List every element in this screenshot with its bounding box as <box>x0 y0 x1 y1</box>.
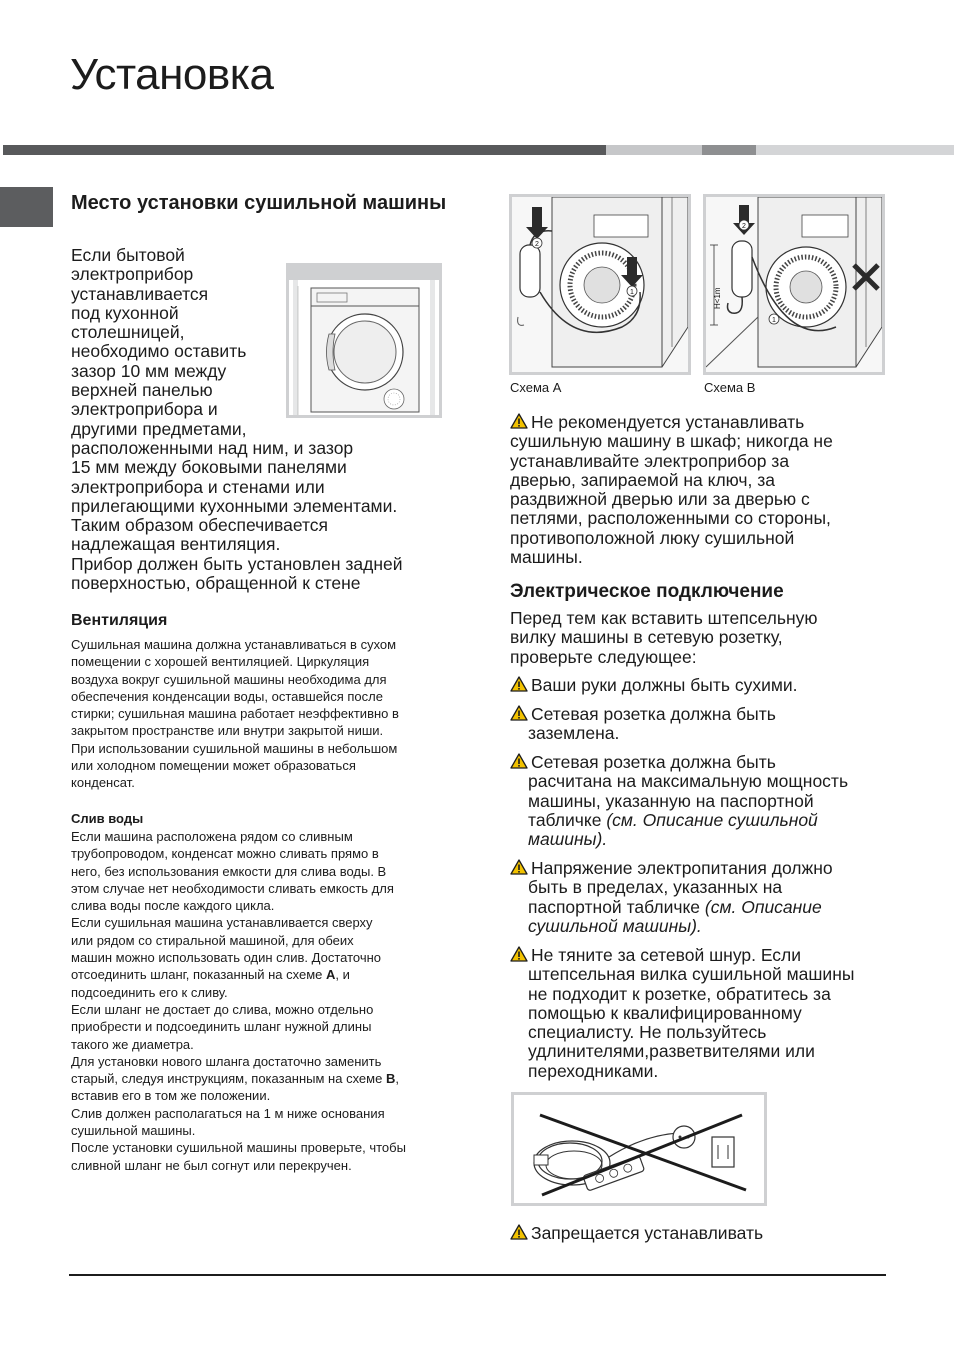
text-span-italic: (см. Описание <box>704 896 822 917</box>
text-line <box>510 1224 890 1243</box>
text-line: конденсат. <box>71 775 135 791</box>
text-line: электроприбор <box>71 264 194 285</box>
text-line: сушильную машину в шкаф; никогда не <box>510 431 833 452</box>
text-span: Не рекомендуется устанавливать <box>531 412 805 432</box>
ventilation-text <box>71 636 461 792</box>
text-line <box>510 859 895 878</box>
text-line: Прибор должен быть установлен задней <box>71 553 403 574</box>
electrical-item-4 <box>510 859 895 936</box>
text-span: старый, следуя инструкциям, показанным на схеме <box>71 1071 386 1087</box>
header-bar-mid <box>702 145 756 155</box>
warning-icon <box>510 946 528 962</box>
electrical-heading: Электрическое подключение <box>510 581 784 602</box>
text-line: проверьте следующее: <box>510 646 697 667</box>
footer-rule <box>69 1274 886 1276</box>
text-span: Сетевая розетка должна быть <box>531 752 776 772</box>
text-line: сушильной машины). <box>528 915 702 936</box>
drain-text <box>71 828 461 1174</box>
text-line: машин можно использовать один слив. Достаточно <box>71 950 382 966</box>
text-line <box>510 676 895 695</box>
text-line: удлинителями,разветвителями или <box>528 1041 815 1062</box>
warning-icon <box>510 859 528 875</box>
text-line: Если шланг не достает до слива, можно отдельно <box>71 1001 374 1017</box>
warning-icon <box>510 705 528 721</box>
header-bar-lighter <box>756 145 954 155</box>
text-line: надлежащая вентиляция. <box>71 534 281 555</box>
text-line: помощью к квалифицированному <box>528 1002 802 1023</box>
text-line: вилку машины в сетевую розетку, <box>510 627 783 648</box>
text-line: машины, указанную на паспортной <box>528 790 814 811</box>
text-line <box>510 705 895 724</box>
text-line: прилегающими кухонными элементами. <box>71 495 398 516</box>
text-line: помещении с хорошей вентиляцией. Циркуляция <box>71 654 370 670</box>
placement-text-wide <box>71 439 471 593</box>
text-line: дверью, запираемой на ключ, за <box>510 469 776 490</box>
text-line <box>510 946 895 965</box>
text-line: подсоединить его к сливу. <box>71 984 228 1000</box>
text-line: устанавливается <box>71 283 209 304</box>
text-line: верхней панелью <box>71 380 213 401</box>
text-span: отсоединить шланг, показанный на схеме <box>71 967 326 983</box>
text-line: стирки; сушильная машина работает неэффективно в <box>71 706 399 722</box>
text-line: под кухонной <box>71 302 179 323</box>
cabinet-warning <box>510 413 890 567</box>
text-line: машины). <box>528 829 608 850</box>
text-line: Перед тем как вставить штепсельную <box>510 608 818 628</box>
text-line: При использовании сушильной машины в небольшом <box>71 740 398 756</box>
warning-icon <box>510 413 528 429</box>
text-line: столешницей, <box>71 322 185 343</box>
ventilation-heading: Вентиляция <box>71 612 168 629</box>
text-line: другими предметами, <box>71 418 247 439</box>
text-line: необходимо оставить <box>71 341 247 362</box>
schema-b-height-label: H<1m <box>713 287 722 309</box>
text-span: Напряжение электропитания должно <box>531 858 833 878</box>
electrical-item-3 <box>510 753 895 849</box>
text-line: Если машина расположена рядом со сливным <box>71 829 353 844</box>
text-line: такого же диаметра. <box>71 1036 194 1052</box>
text-span-italic: (см. Описание сушильной <box>606 809 818 830</box>
text-line: штепсельная вилка сушильной машины <box>528 964 855 985</box>
schema-b-drawing <box>706 197 882 372</box>
text-line <box>71 966 461 983</box>
text-span: табличке <box>528 809 607 830</box>
text-line: После установки сушильной машины проверьте, чтобы <box>71 1140 406 1156</box>
text-line <box>510 753 895 772</box>
warning-icon <box>510 676 528 692</box>
dryer-under-counter-figure <box>286 263 442 418</box>
electrical-item-1 <box>510 676 895 695</box>
text-span: Запрещается устанавливать <box>531 1223 764 1243</box>
text-line: противоположной люку сушильной <box>510 527 795 548</box>
text-line: раздвижной дверью или за дверью с <box>510 489 810 510</box>
electrical-item-2 <box>510 705 895 744</box>
schema-b-figure <box>703 194 885 375</box>
text-line <box>71 1070 461 1087</box>
text-line: или рядом со стиральной машиной, для обеих <box>71 932 354 948</box>
text-line: сушильной машины. <box>71 1123 196 1139</box>
drain-heading: Слив воды <box>71 811 144 826</box>
dryer-under-counter-drawing <box>289 266 439 415</box>
placement-heading: Место установки сушильной машины <box>71 192 447 214</box>
electrical-intro <box>510 609 890 667</box>
text-line: Таким образом обеспечивается <box>71 515 329 536</box>
text-span: , <box>395 1071 399 1087</box>
text-line: заземлена. <box>528 723 620 744</box>
text-line: Если сушильная машина устанавливается сверху <box>71 915 373 931</box>
text-line: сливной шланг не был согнут или перекручен. <box>71 1157 352 1173</box>
text-line: петлями, расположенными со стороны, <box>510 508 831 529</box>
extension-cord-drawing <box>514 1095 764 1203</box>
text-line: Для установки нового шланга достаточно заменить <box>71 1053 382 1069</box>
page-title: Установка <box>70 50 274 99</box>
text-line <box>510 898 895 917</box>
schema-ref-b: В <box>385 1071 396 1087</box>
text-line: обеспечения конденсации воды, оставшейся после <box>71 688 383 704</box>
schema-a-caption: Схема А <box>510 380 562 395</box>
text-line: переходниками. <box>528 1060 659 1081</box>
text-line: вставив его в том же положении. <box>71 1088 271 1104</box>
schema-a-marker-2: 2 <box>535 241 539 248</box>
schema-b-marker-1: 1 <box>772 317 776 324</box>
warning-icon <box>510 1224 528 1240</box>
text-line: поверхностью, обращенной к стене <box>71 573 361 594</box>
schema-a-drawing <box>512 197 688 372</box>
text-line: слива воды после каждого цикла. <box>71 898 275 914</box>
text-line: Слив должен располагаться на 1 м ниже основания <box>71 1105 385 1121</box>
text-line: трубопроводом, конденсат можно сливать прямо в <box>71 846 379 862</box>
text-span: паспортной табличке <box>528 896 705 917</box>
text-line: Если бытовой <box>71 245 185 265</box>
text-line: или холодном помещении может образоваться <box>71 758 356 774</box>
text-line: воздуха вокруг сушильной машины необходима для <box>71 671 387 687</box>
text-line: электроприбора и <box>71 399 218 420</box>
forbidden-note <box>510 1224 890 1243</box>
schema-a-marker-1: 1 <box>630 289 634 296</box>
warning-icon <box>510 753 528 769</box>
text-line: не подходит к розетке, обратитесь за <box>528 983 831 1004</box>
text-span: Сетевая розетка должна быть <box>531 704 776 724</box>
text-line: расчитана на максимальную мощность <box>528 771 849 792</box>
text-line: 15 мм между боковыми панелями <box>71 457 347 478</box>
text-line: расположенными над ним, и зазор <box>71 438 354 458</box>
text-line: специалисту. Не пользуйтесь <box>528 1022 767 1043</box>
text-span: , и <box>335 967 350 983</box>
extension-cord-forbidden-figure <box>511 1092 767 1206</box>
text-line: этом случае нет необходимости сливать емкость для <box>71 880 394 896</box>
text-line: быть в пределах, указанных на <box>528 877 783 898</box>
schema-b-marker-2: 2 <box>742 223 746 230</box>
text-line: электроприбора и стенами или <box>71 476 325 497</box>
text-line: закрытом пространстве или внутри закрытой ниши. <box>71 723 384 739</box>
schema-b-caption: Схема В <box>704 380 756 395</box>
schema-ref-a: А <box>325 967 336 983</box>
electrical-item-5 <box>510 946 895 1081</box>
placement-text-narrow <box>71 246 286 439</box>
text-line: зазор 10 мм между <box>71 360 227 381</box>
text-span: Не тяните за сетевой шнур. Если <box>531 945 802 965</box>
section-tab <box>0 187 53 227</box>
text-line: него, без использования емкости для слива воды. В <box>71 863 387 879</box>
header-bar-light <box>606 145 702 155</box>
schema-a-figure <box>509 194 691 375</box>
text-line: приобрести и подсоединить шланг нужной длины <box>71 1019 372 1035</box>
text-line: Сушильная машина должна устанавливаться в сухом <box>71 637 397 652</box>
text-span: Ваши руки должны быть сухими. <box>531 675 798 695</box>
header-bar-dark <box>3 145 606 155</box>
text-line <box>510 413 890 432</box>
text-line: устанавливайте электроприбор за <box>510 450 790 471</box>
text-line <box>510 811 895 830</box>
text-line: машины. <box>510 547 583 568</box>
